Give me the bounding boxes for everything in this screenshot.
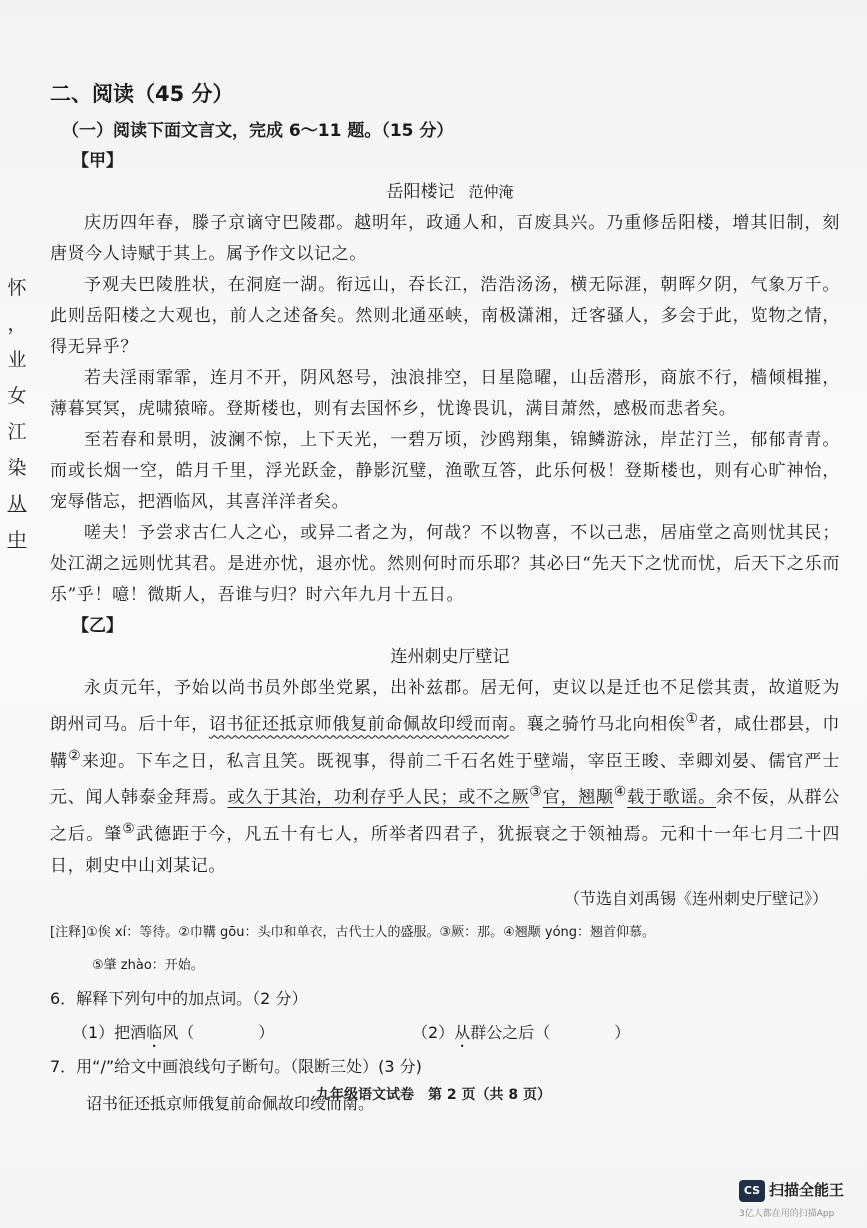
- section-subtitle: （一）阅读下面文言文，完成 6～11 题。（15 分）: [62, 121, 454, 141]
- passage-b-tag: 【乙】: [72, 616, 123, 636]
- passage-a-heading: [50, 176, 850, 208]
- passage-a-paragraph: 至若春和景明，波澜不惊，上下天光，一碧万顷，沙鸥翔集，锦鳞游泳，岸芷汀兰，郁郁青青。而或长烟一空，皓月千里，浮光跃金，静影沉璧，渔歌互答，此乐何极！登斯楼也，则有心旷神怡，宠辱偕忘，把酒临风，其喜洋洋者矣。: [50, 430, 840, 512]
- page-footer: 九年级语文试卷 第 2 页（共 8 页）: [316, 1087, 551, 1103]
- text-run: 来迎。下车之日，私言且笑。既视事，得前二千石名姓于壁端，宰臣王晙、幸卿刘晏、儒官严士元、闻人韩泰金拜焉。: [50, 751, 841, 808]
- margin-char: 中: [7, 529, 27, 551]
- note-marker: ④: [613, 784, 628, 801]
- passage-a-author: 范仲淹: [468, 183, 514, 201]
- passage-a-title: 岳阳楼记: [386, 182, 455, 202]
- underlined-sentence: 载于歌谣。: [627, 787, 716, 808]
- watermark-name: 扫描全能王: [769, 1181, 845, 1199]
- passage-a-paragraph: 嗟夫！予尝求古仁人之心，或异二者之为，何哉？不以物喜，不以己悲，居庙堂之高则忧其民；处江湖之远则忧其君。是进亦忧，退亦忧。然则何时而乐耶？其必曰“先天下之忧而忧，后天下之乐而乐”乎！噫！微斯人，吾谁与归？时六年九月十五日。: [50, 523, 840, 605]
- question-6-item-1: [72, 1016, 412, 1050]
- section-title: 二、阅读（45 分）: [50, 82, 234, 106]
- text-run: （1）把酒: [72, 1022, 147, 1042]
- annotated-char: 俟: [667, 714, 686, 735]
- question-6-item-2: [412, 1016, 630, 1050]
- wavy-underlined-sentence: 诏书征还抵京师俄复前命佩故印绶而南: [208, 714, 509, 735]
- question-6-items: [72, 1016, 850, 1050]
- passage-a-tag: 【甲】: [72, 151, 123, 171]
- text-run: 者，咸仕郡县，巾: [698, 714, 840, 735]
- passage-a-paragraph: 庆历四年春，滕子京谪守巴陵郡。越明年，政通人和，百废具兴。乃重修岳阳楼，增其旧制，刻唐贤今人诗赋于其上。属予作文以记之。: [50, 213, 840, 264]
- margin-char: 从: [7, 493, 27, 515]
- answer-blank[interactable]: 群公之后（ ）: [470, 1022, 631, 1042]
- main-content: [50, 78, 850, 1124]
- note-marker: ⑤: [122, 820, 137, 837]
- note-marker: ①: [685, 711, 699, 727]
- dotted-char: 临: [146, 1022, 163, 1042]
- annotation-line: ⑤肇 zhào：开始。: [92, 957, 204, 973]
- annotated-char: 厥: [511, 787, 530, 808]
- passage-a-paragraph: 若夫淫雨霏霏，连月不开，阴风怒号，浊浪排空，日星隐曜，山岳潜形，商旅不行，樯倾楫摧，薄暮冥冥，虎啸猿啼。登斯楼也，则有去国怀乡，忧谗畏讥，满目萧然，感极而悲者矣。: [50, 368, 840, 419]
- answer-blank[interactable]: 风（ ）: [162, 1022, 275, 1042]
- annotated-char: 翘颙: [578, 787, 614, 808]
- question-6-stem: 6．解释下列句中的加点词。（2 分）: [50, 988, 308, 1008]
- question-7-stem: 7．用“/”给文中画浪线句子断句。（限断三处）(3 分): [50, 1056, 422, 1076]
- margin-char: 女: [7, 385, 27, 407]
- camscanner-logo-icon: CS: [739, 1180, 765, 1202]
- scanner-watermark: [739, 1178, 859, 1222]
- margin-char: 染: [7, 457, 27, 479]
- underlined-sentence: 官，: [542, 787, 579, 808]
- margin-char: 业: [7, 349, 27, 371]
- text-run: 永贞元年，予始以尚书员外郎坐党累，出补兹郡。居无何，吏议以是迁也不足偿其责，故道贬为朗州司马。后十年，: [50, 678, 840, 735]
- margin-char: 怀: [7, 277, 27, 299]
- left-margin-text: [2, 270, 32, 558]
- passage-b-paragraph: [50, 673, 850, 882]
- question-7-sentence: 诏书征还抵京师俄复前命佩故印绶而南。: [86, 1093, 375, 1113]
- annotated-char: 肇: [104, 824, 123, 845]
- passage-a-paragraph: 予观夫巴陵胜状，在洞庭一湖。衔远山，吞长江，浩浩汤汤，横无际涯，朝晖夕阴，气象万千。此则岳阳楼之大观也，前人之述备矣。然则北通巫峡，南极潇湘，迁客骚人，多会于此，览物之情，得无异乎？: [50, 275, 840, 357]
- passage-b-title: 连州刺史厅壁记: [390, 647, 510, 667]
- margin-char: ，: [7, 313, 27, 335]
- text-run: 。襄之骑竹马北向相: [508, 714, 668, 735]
- annotation-line: [注释]①俟 xí：等待。②巾鞲 gōu：头巾和单衣，古代士人的盛服。③厥：那。④翘颙 yóng：翘首仰慕。: [50, 924, 656, 940]
- annotations: [50, 916, 850, 982]
- text-run: 武德距于今，凡五十有七人，所举者四君子，犹振衰之于领袖焉。元和十一年七月二十四日，刺史中山刘某记。: [50, 824, 840, 876]
- watermark-tagline: 3亿人都在用的扫描App: [739, 1209, 835, 1219]
- text-run: （2）: [412, 1022, 455, 1042]
- margin-char: 江: [7, 421, 27, 443]
- passage-b-source: （节选自刘禹锡《连州刺史厅壁记》）: [563, 888, 828, 908]
- underlined-sentence: 或久于其治，功利存乎人民；或不之: [227, 787, 512, 808]
- note-marker: ②: [68, 747, 82, 764]
- annotated-char: 鞲: [50, 751, 69, 772]
- dotted-char: 从: [454, 1022, 471, 1042]
- text-run: 余不佞，从群公之后。: [50, 787, 841, 845]
- note-marker: ③: [529, 784, 543, 801]
